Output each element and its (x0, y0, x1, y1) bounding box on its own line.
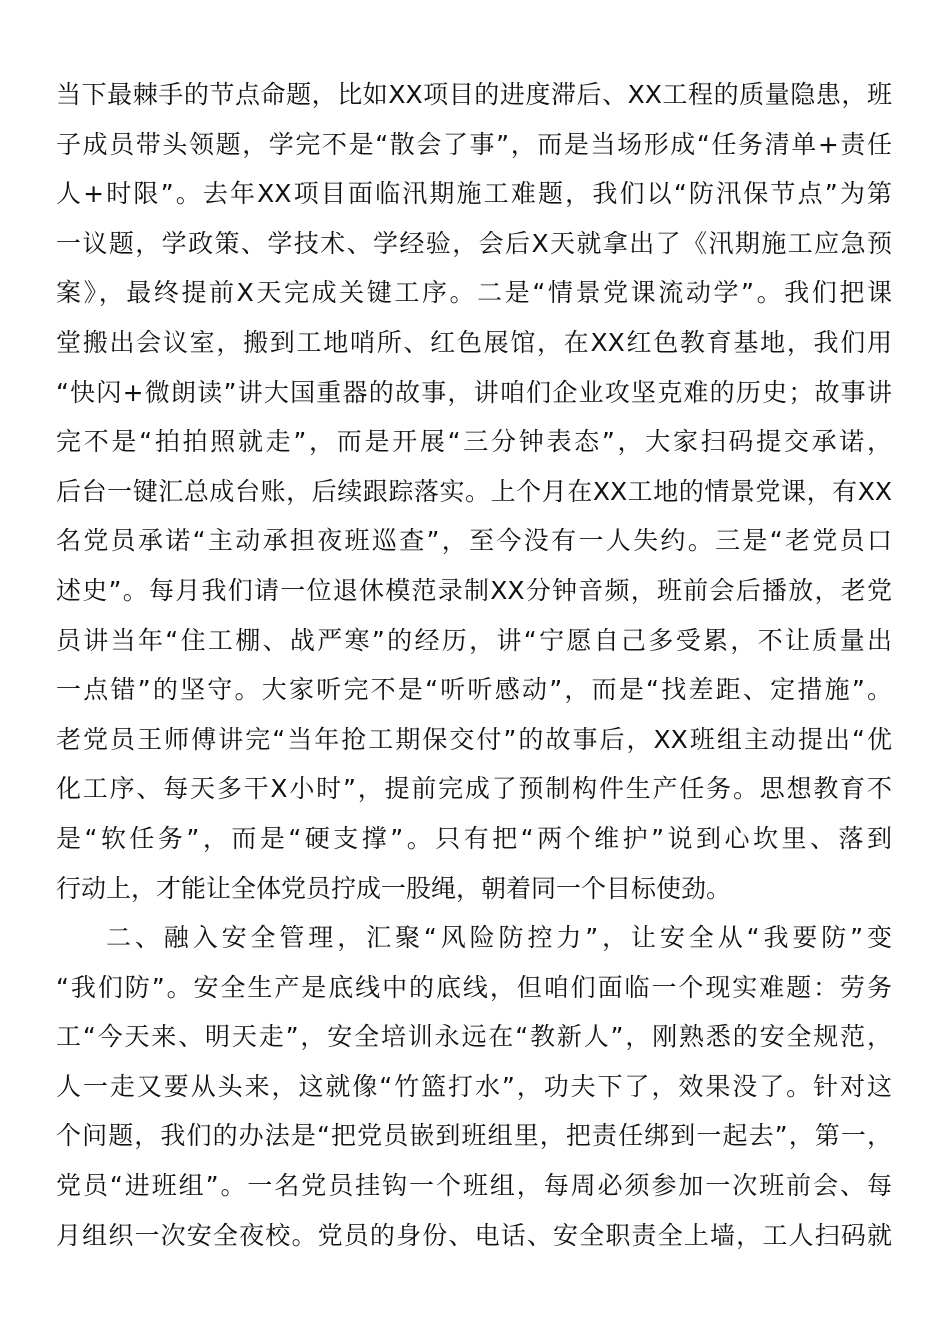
text-line-content: 名党员承诺“主动承担夜班巡查”，至今没有一人失约。三是“老党员口 (56, 526, 892, 556)
text-line-content: 是“软任务”，而是“硬支撑”。只有把“两个维护”说到心坎里、落到 (56, 823, 892, 853)
text-line-content: 行动上，才能让全体党员拧成一股绳，朝着同一个目标使劲。 (56, 873, 732, 903)
text-line (0, 1211, 950, 1261)
text-line (0, 516, 950, 566)
text-line (0, 417, 950, 467)
text-line-content: 堂搬出会议室，搬到工地哨所、红色展馆，在XX红色教育基地，我们用 (56, 327, 892, 357)
text-line-content: 完不是“拍拍照就走”，而是开展“三分钟表态”，大家扫码提交承诺， (56, 427, 892, 457)
text-line (0, 467, 950, 517)
text-line-content: 化工序、每天多干X小时”，提前完成了预制构件生产任务。思想教育不 (56, 774, 892, 804)
text-line-content: 后台一键汇总成台账，后续跟踪落实。上个月在XX工地的情景党课，有XX (56, 476, 892, 506)
text-line-content: “我们防”。安全生产是底线中的底线，但咱们面临一个现实难题：劳务 (56, 972, 892, 1002)
text-line (0, 120, 950, 170)
section-heading-line (0, 913, 950, 963)
text-line (0, 665, 950, 715)
text-line-content: 老党员王师傅讲完“当年抢工期保交付”的故事后，XX班组主动提出“优 (56, 724, 892, 754)
paragraph-end-line (0, 864, 950, 914)
text-line (0, 169, 950, 219)
text-line (0, 814, 950, 864)
section-heading: 二、融入安全管理，汇聚“风险防控力”，让安全从“我要防”变 (106, 923, 892, 953)
text-line-content: 人一走又要从头来，这就像“竹篮打水”，功夫下了，效果没了。针对这 (56, 1071, 892, 1101)
text-line (0, 219, 950, 269)
text-line-content: 案》，最终提前X天完成关键工序。二是“情景党课流动学”。我们把课 (56, 278, 892, 308)
text-line (0, 1161, 950, 1211)
text-line (0, 268, 950, 318)
text-line (0, 1111, 950, 1161)
text-line-content: 子成员带头领题，学完不是“散会了事”，而是当场形成“任务清单+责任 (56, 129, 892, 159)
text-line-content: 人+时限”。去年XX项目面临汛期施工难题，我们以“防汛保节点”为第 (56, 179, 892, 209)
text-line (0, 616, 950, 666)
text-line-content: 党员“进班组”。一名党员挂钩一个班组，每周必须参加一次班前会、每 (56, 1171, 892, 1201)
text-line-content: 当下最棘手的节点命题，比如XX项目的进度滞后、XX工程的质量隐患，班 (56, 80, 892, 109)
text-line (0, 963, 950, 1013)
text-line-content: 个问题，我们的办法是“把党员嵌到班组里，把责任绑到一起去”，第一， (56, 1121, 892, 1151)
text-line-content: 一点错”的坚守。大家听完不是“听听感动”，而是“找差距、定措施”。 (56, 675, 892, 705)
text-line-content: 月组织一次安全夜校。党员的身份、电话、安全职责全上墙，工人扫码就 (56, 1220, 892, 1250)
text-line (0, 715, 950, 765)
text-line-content: “快闪+微朗读”讲大国重器的故事，讲咱们企业攻坚克难的历史；故事讲 (56, 377, 892, 407)
text-line-content: 述史”。每月我们请一位退休模范录制XX分钟音频，班前会后播放，老党 (56, 575, 892, 605)
text-line (0, 1062, 950, 1112)
text-line (0, 1012, 950, 1062)
text-line (0, 368, 950, 418)
text-line (0, 318, 950, 368)
body-text (0, 70, 950, 1260)
text-line-content: 工“今天来、明天走”，安全培训永远在“教新人”，刚熟悉的安全规范， (56, 1022, 892, 1052)
text-line (0, 764, 950, 814)
text-line-content: 一议题，学政策、学技术、学经验，会后X天就拿出了《汛期施工应急预 (56, 228, 892, 258)
text-line (0, 70, 950, 120)
text-line-content: 员讲当年“住工棚、战严寒”的经历，讲“宁愿自己多受累，不让质量出 (56, 625, 892, 655)
text-line (0, 566, 950, 616)
